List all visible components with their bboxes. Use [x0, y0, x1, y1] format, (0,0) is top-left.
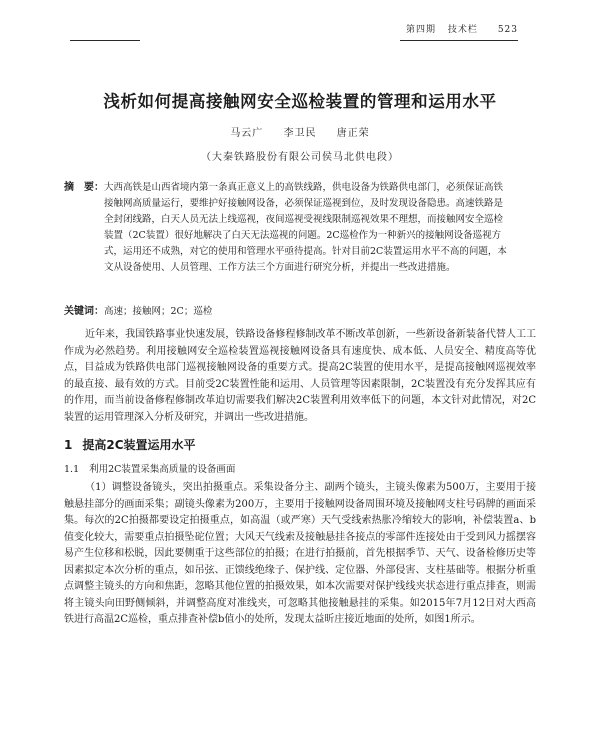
header-issue: 第四期 — [406, 25, 437, 35]
header-rule-left — [70, 40, 140, 41]
author-name: 马云广 — [230, 128, 264, 139]
section-heading — [64, 436, 196, 453]
header-section: 技术栏 — [447, 25, 478, 35]
body-paragraph: （1）调整设备镜头，突出拍摄重点。采集设备分主、副两个镜头，主镜头像素为500万，主要用于接触悬挂部分的画面采集；副镜头像素为200万，主要用于接触网设备周围环境及接触网支柱号码牌的画面采集。每次的2C拍摄都要设定拍摄重点，如高温（或严寒）天气受线索热胀冷缩较大的影响，补偿装置a、b值变化较大，需要重点拍摄坠砣位置；大风天气线索及接触悬挂各接点的零部件连接处由于受到风力摇摆容易产生位移和松脱，因此要侧重于这些部位的拍摄；在进行拍摄前，首先根据季节、天气、设备检修历史等因素拟定本次分析的重点，如吊弦、正馈线绝缘子、保护线、定位器、外部侵害、支柱基础等。根据分析重点调整主镜头的方向和焦距，忽略其他位置的拍摄效果，如本次需要对保护线线夹状态进行重点排查，则需将主镜头向田野侧倾斜，并调整高度对准线夹，可忽略其他接触悬挂的采集。如2015年7月12日对大西高铁进行高温2C巡检，重点排查补偿b值小的处所，发现太益昕庄接近地面的处所，如图1所示。 — [64, 482, 536, 625]
keywords-text: 高速；接触网；2C；巡检 — [104, 306, 213, 317]
abstract — [64, 180, 509, 276]
header-meta — [398, 22, 518, 35]
author-list — [0, 124, 600, 139]
header-rule-right — [400, 40, 518, 41]
section-title: 提高2C装置运用水平 — [82, 438, 196, 452]
article-title: 浅析如何提高接触网安全巡检装置的管理和运用水平 — [103, 92, 497, 111]
section-number: 1 — [64, 438, 73, 452]
subsection-title: 利用2C装置采集高质量的设备画面 — [89, 464, 236, 475]
author-name: 李卫民 — [283, 128, 317, 139]
subsection-heading — [64, 461, 235, 475]
keywords — [64, 304, 509, 320]
subsection-number: 1.1 — [64, 464, 80, 475]
keywords-label: 关键词： — [64, 306, 104, 317]
abstract-text: 大西高铁是山西省境内第一条真正意义上的高铁线路，供电设备为铁路供电部门，必须保证高铁接触网高质量运行，要维护好接触网设备，必须保证巡视到位，及时发现设备隐患。高速铁路是全封闭线路，白天人员无法上线巡视，夜间巡视受视线限制巡视效果不理想，而接触网安全巡检装置（2C装置）很好地解决了白天无法巡视的问题。2C巡检作为一种新兴的接触网设备巡视方式，运用还不成熟，对它的使用和管理水平亟待提高。针对目前2C装置运用水平不高的问题，本文从设备使用、人员管理、工作方法三个方面进行研究分析，并提出一些改进措施。 — [104, 182, 507, 273]
author-name: 唐正荣 — [336, 128, 370, 139]
abstract-label: 摘 要： — [64, 182, 104, 193]
affiliation: （大秦铁路股份有限公司侯马北供电段） — [201, 152, 399, 163]
page-number: 523 — [497, 25, 518, 35]
running-header — [70, 18, 518, 38]
intro-paragraph: 近年来，我国铁路事业快速发展，铁路设备修程修制改革不断改革创新，一些新设备新装备代替人工工作成为必然趋势。利用接触网安全巡检装置巡视接触网设备具有速度快、成本低、人员安全、精度高等优点，目益成为铁路供电部门巡视接触网设备的重要方式。提高2C装置的使用水平，是提高接触网巡视效率的最直接、最有效的方式。目前受2C装置性能和运用、人员管理等因素限制，2C装置没有充分发挥其应有的作用，而当前设备修程修制改革迫切需要我们解决2C装置利用效率低下的问题，本文针对此情况，对2C装置的运用管理深入分析及研究，并调出一些改进措施。 — [64, 329, 536, 423]
